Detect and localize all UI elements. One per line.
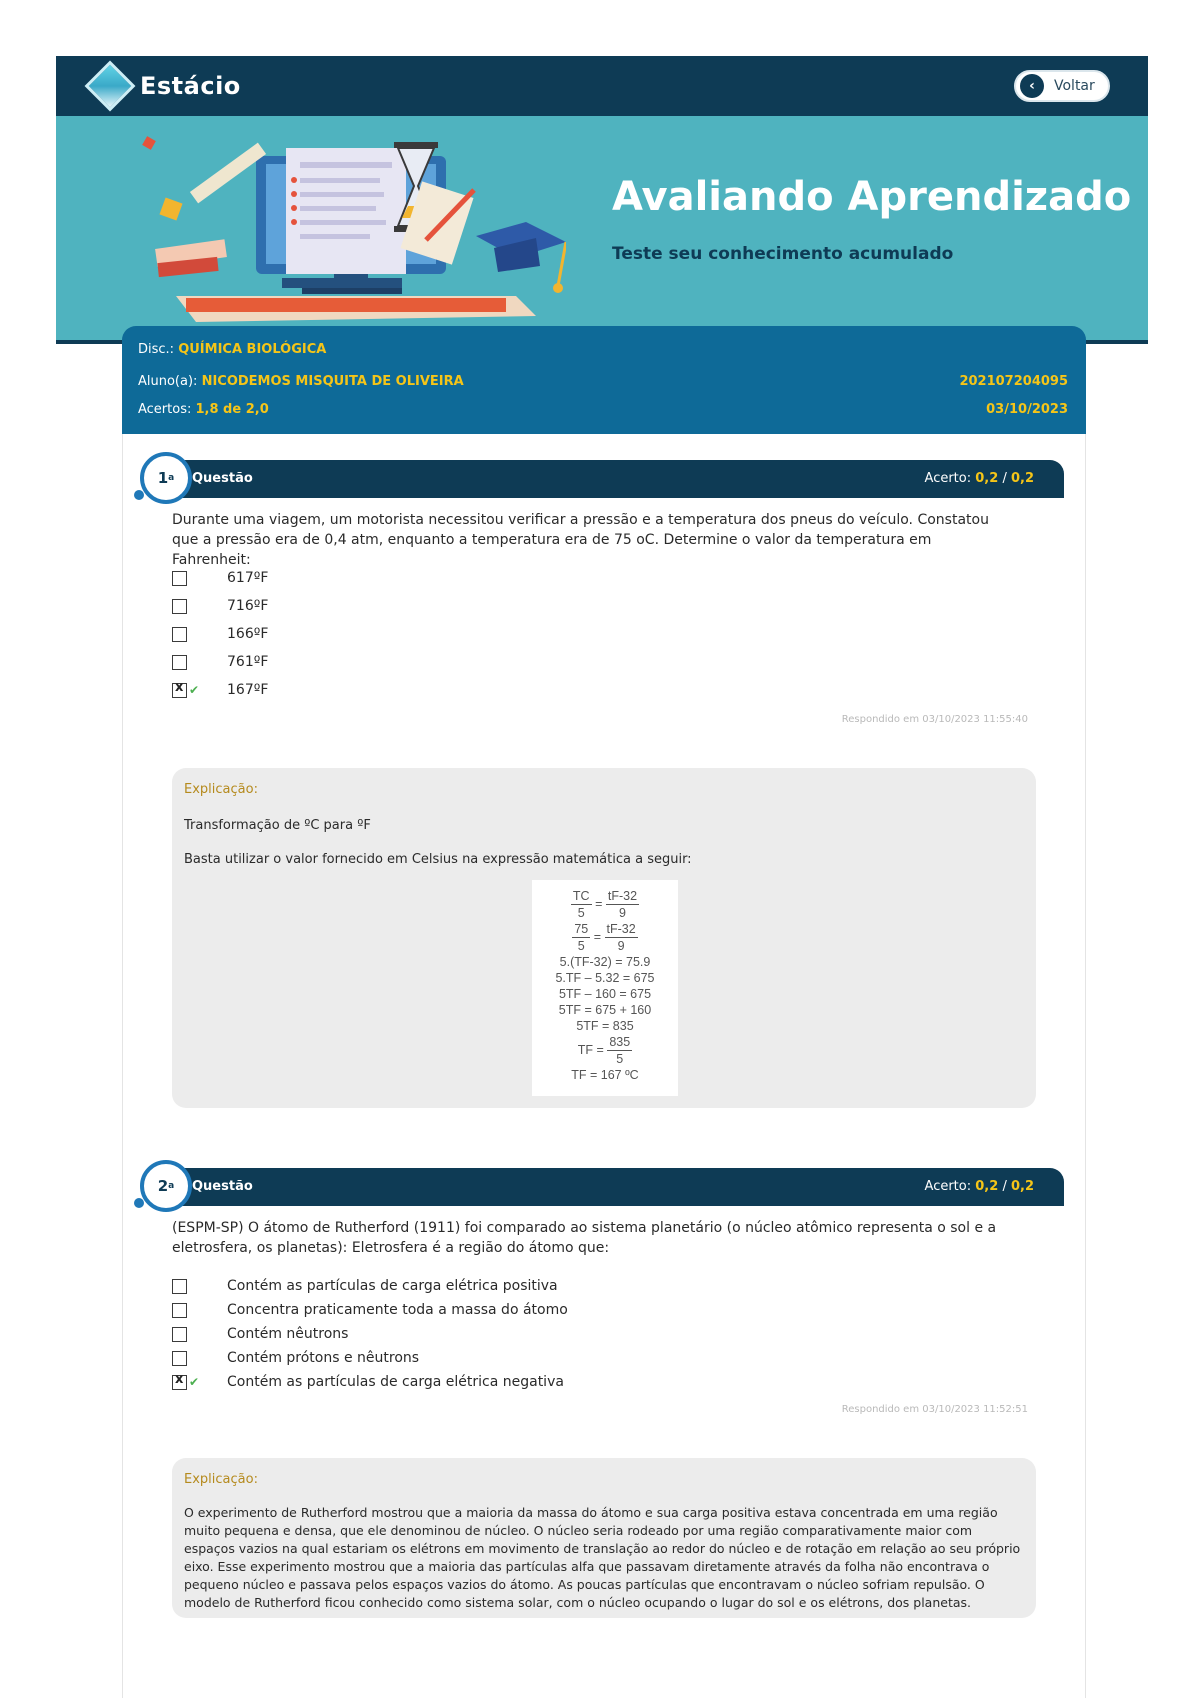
badge-dot-icon [134,490,144,500]
question-2-option-5[interactable] [172,1374,564,1390]
explanation-line: Basta utilizar o valor fornecido em Celsius na expressão matemática a seguir: [184,852,692,867]
question-1-option-3[interactable] [172,626,268,642]
question-label: Questão [192,1179,253,1194]
banner-subtitle: Teste seu conhecimento acumulado [612,244,954,264]
option-checkbox[interactable] [172,627,187,642]
chevron-left-icon: ‹ [1020,74,1044,98]
study-illustration-icon [96,126,566,336]
question-2-option-2[interactable] [172,1302,568,1318]
score-label: Acertos: [138,402,192,417]
student-info-panel [122,326,1086,434]
student-id: 202107204095 [959,374,1068,389]
question-1-header [157,460,1064,498]
question-ordinal: a [168,1181,175,1191]
option-checkbox[interactable] [172,655,187,670]
question-score-total: 0,2 [1010,471,1034,486]
formula-line: 5TF – 160 = 675 [558,987,652,1001]
temperature-formula-image [532,880,678,1096]
correct-check-icon: ✔ [189,1375,200,1389]
question-1-number-badge [140,452,192,504]
option-checkbox-checked[interactable] [172,683,187,698]
option-checkbox[interactable] [172,1327,187,1342]
question-score-sep: / [1002,1179,1007,1194]
formula-line: 5.TF – 5.32 = 675 [555,971,655,985]
formula-line: $\frac{TC}{5}$ = $\frac{tF-32}{9}$ [572,889,638,920]
question-number: 2 [157,1177,169,1195]
formula-line: $\frac{75}{5}$ = $\frac{tF-32}{9}$ [574,922,636,953]
question-label: Questão [192,471,253,486]
option-checkbox[interactable] [172,1279,187,1294]
formula-line: 5TF = 835 [576,1019,634,1033]
back-button-label: Voltar [1054,78,1095,94]
question-score-total: 0,2 [1010,1179,1034,1194]
explanation-title: Explicação: [184,1472,258,1487]
option-checkbox-checked[interactable] [172,1375,187,1390]
formula-line: 5.(TF-32) = 75.9 [559,955,651,969]
discipline-value: QUÍMICA BIOLÓGICA [178,342,327,357]
question-number: 1 [157,469,169,487]
option-text: 166ºF [227,626,269,642]
question-2-header [157,1168,1064,1206]
question-1-option-5[interactable] [172,682,268,698]
question-2-explanation [172,1458,1036,1618]
question-ordinal: a [168,473,175,483]
option-checkbox[interactable] [172,1303,187,1318]
option-checkbox[interactable] [172,571,187,586]
option-checkbox[interactable] [172,1351,187,1366]
back-button[interactable] [1014,70,1110,102]
question-1-text: Durante uma viagem, um motorista necessitou verificar a pressão e a temperatura dos pneus do veículo. Constatou que a pressão era de 0,4 atm, enquanto a temperatura era de 75 oC. Determine o valor da temperatura em Fahrenheit: [172,512,989,568]
banner-title: Avaliando Aprendizado [612,174,1132,220]
discipline-row [138,342,326,357]
formula-line: 5TF = 675 + 160 [558,1003,652,1017]
explanation-line: Transformação de ºC para ºF [184,818,371,833]
option-text: 761ºF [227,654,269,670]
question-score-sep: / [1002,471,1007,486]
exam-date: 03/10/2023 [986,402,1068,417]
formula-line: TF = 167 ºC [571,1068,639,1082]
question-score-value: 0,2 [975,1179,999,1194]
question-2-option-1[interactable] [172,1278,558,1294]
top-header-bar [56,56,1148,116]
student-label: Aluno(a): [138,374,198,389]
student-name: NICODEMOS MISQUITA DE OLIVEIRA [201,374,464,389]
question-score [925,1179,1034,1194]
explanation-title: Explicação: [184,782,258,797]
question-score [925,471,1034,486]
logo-text: Estácio [140,72,241,100]
discipline-label: Disc.: [138,342,175,357]
question-score-value: 0,2 [975,471,999,486]
option-text: 617ºF [227,570,269,586]
correct-check-icon: ✔ [189,683,200,697]
question-2-option-4[interactable] [172,1350,419,1366]
question-1-answered-time: Respondido em 03/10/2023 11:55:40 [841,714,1028,725]
question-1-option-1[interactable] [172,570,268,586]
badge-dot-icon [134,1198,144,1208]
option-text: Contém nêutrons [227,1326,349,1342]
option-text: Contém as partículas de carga elétrica negativa [227,1374,564,1390]
question-2-text: (ESPM-SP) O átomo de Rutherford (1911) foi comparado ao sistema planetário (o núcleo atômico representa o sol e a eletrosfera, os planetas): Eletrosfera é a região do átomo que: [172,1220,997,1256]
question-1-option-4[interactable] [172,654,268,670]
estacio-logo-icon [85,61,136,112]
question-score-label: Acerto: [924,1179,972,1194]
formula-line: TF = $\frac{835}{5}$ [577,1035,631,1066]
hero-banner [56,116,1148,344]
explanation-paragraph: O experimento de Rutherford mostrou que a maioria da massa do átomo e sua carga positiva estava concentrada em uma região muito pequena e densa, que ele denominou de núcleo. O núcleo seria rodeado por uma região comparativamente maior com espaços vazios na qual estariam os elétrons em movimento de translação ao redor do núcleo e de rotação em relação ao seu próprio eixo. Esse experimento mostrou que a maioria das partículas alfa que passavam diretamente através da folha não encontrava o pequeno núcleo e passava pelos espaços vazios do átomo. As poucas partículas que encontravam o núcleo sofriam repulsão. O modelo de Rutherford ficou conhecido como sistema solar, com o núcleo ocupando o lugar do sol e os elétrons, dos planetas. [184,1505,1021,1610]
option-text: Contém prótons e nêutrons [227,1350,420,1366]
option-text: 716ºF [227,598,269,614]
question-2-answered-time: Respondido em 03/10/2023 11:52:51 [841,1404,1028,1415]
question-score-label: Acerto: [924,471,972,486]
question-1-explanation [172,768,1036,1108]
score-row [138,402,269,417]
option-text: Concentra praticamente toda a massa do átomo [227,1302,568,1318]
question-2-number-badge [140,1160,192,1212]
estacio-logo[interactable] [92,68,241,104]
option-text: 167ºF [227,682,269,698]
option-text: Contém as partículas de carga elétrica positiva [227,1278,558,1294]
score-value: 1,8 de 2,0 [195,402,269,417]
student-row [138,374,464,389]
question-1-option-2[interactable] [172,598,268,614]
question-2-option-3[interactable] [172,1326,348,1342]
option-checkbox[interactable] [172,599,187,614]
